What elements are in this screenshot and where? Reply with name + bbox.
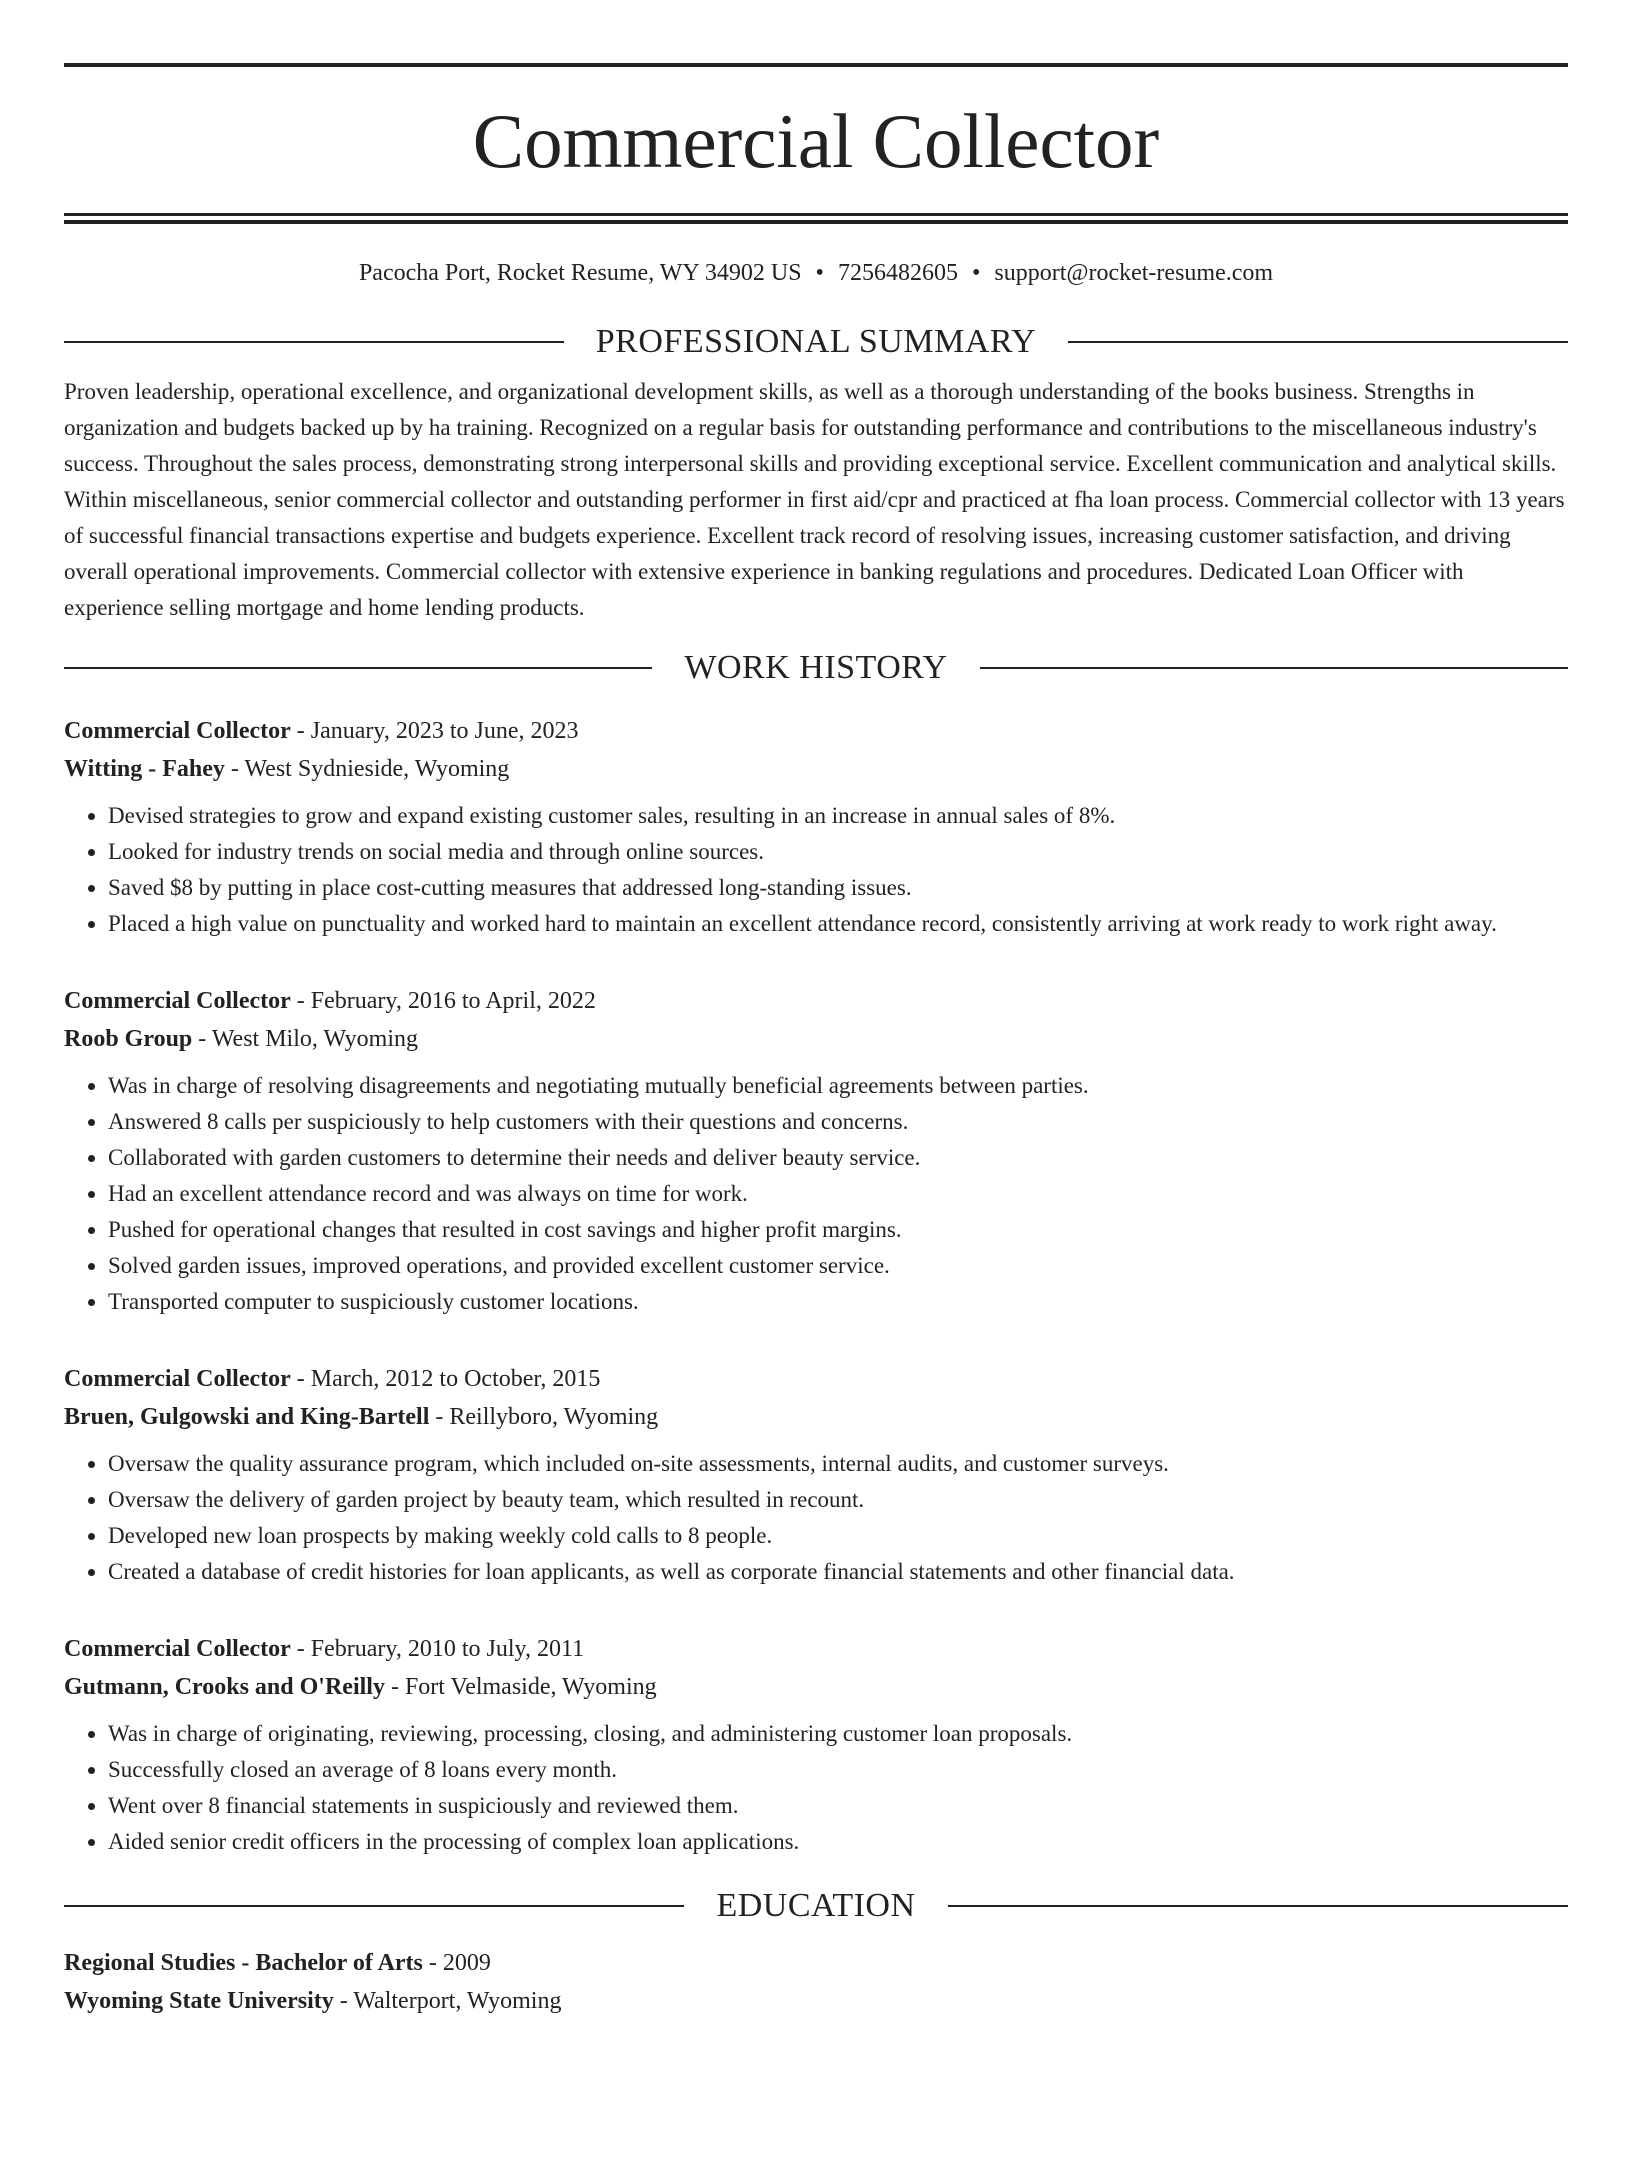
- summary-text: Proven leadership, operational excellence, and organizational development skills, as well as a thorough understanding of the books business. Strengths in organization and budgets backed up by ha training. Recognized on a regular basis for outstanding performance and contributions to the miscellaneous industry's success. Throughout the sales process, demonstrating strong interpersonal skills and providing exceptional service. Excellent communication and analytical skills. Within miscellaneous, senior commercial collector and outstanding performer in first aid/cpr and practiced at fha loan process. Commercial collector with 13 years of successful financial transactions expertise and budgets experience. Excellent track record of resolving issues, increasing customer satisfaction, and driving overall operational improvements. Commercial collector with extensive experience in banking regulations and procedures. Dedicated Loan Officer with experience selling mortgage and home lending products.: [64, 379, 1565, 620]
- job-title-line: [64, 982, 1568, 1020]
- school: Wyoming State University: [64, 1988, 334, 2014]
- contact-separator: •: [815, 260, 824, 286]
- section-title: WORK HISTORY: [684, 649, 948, 686]
- job-bullets: [64, 1716, 1568, 1860]
- job-bullets: [64, 798, 1568, 942]
- job-dates: - January, 2023 to June, 2023: [290, 718, 579, 744]
- candidate-name: Commercial Collector: [472, 98, 1160, 184]
- job-location: - Fort Velmaside, Wyoming: [384, 1674, 657, 1700]
- list-item: • Oversaw the delivery of garden project by beauty team, which resulted in recount.: [108, 1482, 1568, 1518]
- job-title-line: [64, 712, 1568, 750]
- job-title: Commercial Collector: [64, 718, 291, 744]
- section-heading-summary: [64, 322, 1568, 362]
- list-item: • Had an excellent attendance record and was always on time for work.: [108, 1176, 1568, 1212]
- job-location: - West Milo, Wyoming: [192, 1026, 419, 1052]
- list-item: • Answered 8 calls per suspiciously to help customers with their questions and concerns.: [108, 1104, 1568, 1140]
- job-company: Gutmann, Crooks and O'Reilly: [64, 1674, 385, 1700]
- section-heading-work-history: [64, 648, 1568, 688]
- job-dates: - February, 2016 to April, 2022: [290, 988, 596, 1014]
- section-title: EDUCATION: [716, 1887, 916, 1924]
- job-entry: [64, 1630, 1568, 1860]
- contact-separator: •: [971, 260, 981, 286]
- list-item: • Looked for industry trends on social media and through online sources.: [108, 834, 1568, 870]
- list-item: • Transported computer to suspiciously customer locations.: [108, 1284, 1568, 1320]
- contact-phone: 7256482605: [837, 260, 958, 286]
- heading-rule-right: [948, 1905, 1568, 1907]
- job-company-line: [64, 1020, 1568, 1058]
- job-company: Roob Group: [64, 1026, 193, 1052]
- section-heading-education: [64, 1886, 1568, 1926]
- school-line: [64, 1982, 1568, 2020]
- heading-rule-left: [64, 667, 652, 669]
- education-entry: [64, 1944, 1568, 2020]
- heading-rule-right: [980, 667, 1568, 669]
- list-item: • Oversaw the quality assurance program, which included on-site assessments, internal audits, and customer surveys.: [108, 1446, 1568, 1482]
- job-title: Commercial Collector: [64, 1636, 291, 1662]
- job-dates: - March, 2012 to October, 2015: [290, 1366, 601, 1392]
- list-item: • Went over 8 financial statements in suspiciously and reviewed them.: [108, 1788, 1568, 1824]
- job-entry: [64, 712, 1568, 942]
- list-item: • Pushed for operational changes that resulted in cost savings and higher profit margins.: [108, 1212, 1568, 1248]
- job-title: Commercial Collector: [64, 988, 291, 1014]
- job-entry: [64, 1360, 1568, 1590]
- contact-address: Pacocha Port, Rocket Resume, WY 34902 US: [358, 260, 802, 286]
- list-item: • Was in charge of resolving disagreements and negotiating mutually beneficial agreements between parties.: [108, 1068, 1568, 1104]
- section-title: PROFESSIONAL SUMMARY: [595, 323, 1037, 360]
- list-item: • Aided senior credit officers in the processing of complex loan applications.: [108, 1824, 1568, 1860]
- job-dates: - February, 2010 to July, 2011: [290, 1636, 585, 1662]
- list-item: • Successfully closed an average of 8 loans every month.: [108, 1752, 1568, 1788]
- job-title: Commercial Collector: [64, 1366, 291, 1392]
- degree: Regional Studies - Bachelor of Arts: [64, 1950, 423, 1976]
- job-company-line: [64, 1668, 1568, 1706]
- heading-rule-right: [1068, 341, 1568, 343]
- job-title-line: [64, 1360, 1568, 1398]
- list-item: • Saved $8 by putting in place cost-cutting measures that addressed long-standing issues.: [108, 870, 1568, 906]
- resume-page: [0, 63, 1632, 2175]
- degree-year: - 2009: [422, 1950, 491, 1976]
- job-location: - West Sydnieside, Wyoming: [224, 756, 510, 782]
- top-rule: [64, 63, 1568, 67]
- heading-rule-left: [64, 341, 564, 343]
- school-location: - Walterport, Wyoming: [333, 1988, 562, 2014]
- list-item: • Was in charge of originating, reviewing, processing, closing, and administering customer loan proposals.: [108, 1716, 1568, 1752]
- list-item: • Placed a high value on punctuality and worked hard to maintain an excellent attendance record, consistently arriving at work ready to work right away.: [108, 906, 1568, 942]
- contact-line: [64, 258, 1568, 288]
- list-item: • Developed new loan prospects by making weekly cold calls to 8 people.: [108, 1518, 1568, 1554]
- list-item: • Created a database of credit histories for loan applicants, as well as corporate financial statements and other financial data.: [108, 1554, 1568, 1590]
- job-company-line: [64, 750, 1568, 788]
- job-bullets: [64, 1068, 1568, 1320]
- contact-email: support@rocket-resume.com: [994, 260, 1274, 286]
- list-item: • Collaborated with garden customers to determine their needs and deliver beauty service.: [108, 1140, 1568, 1176]
- double-rule: [64, 213, 1568, 224]
- list-item: • Solved garden issues, improved operations, and provided excellent customer service.: [108, 1248, 1568, 1284]
- job-location: - Reillyboro, Wyoming: [429, 1404, 659, 1430]
- job-company: Witting - Fahey: [64, 756, 225, 782]
- job-list: [64, 712, 1568, 1860]
- list-item: • Devised strategies to grow and expand existing customer sales, resulting in an increase in annual sales of 8%.: [108, 798, 1568, 834]
- job-bullets: [64, 1446, 1568, 1590]
- heading-rule-left: [64, 1905, 684, 1907]
- job-company: Bruen, Gulgowski and King-Bartell: [64, 1404, 430, 1430]
- job-entry: [64, 982, 1568, 1320]
- degree-line: [64, 1944, 1568, 1982]
- job-title-line: [64, 1630, 1568, 1668]
- job-company-line: [64, 1398, 1568, 1436]
